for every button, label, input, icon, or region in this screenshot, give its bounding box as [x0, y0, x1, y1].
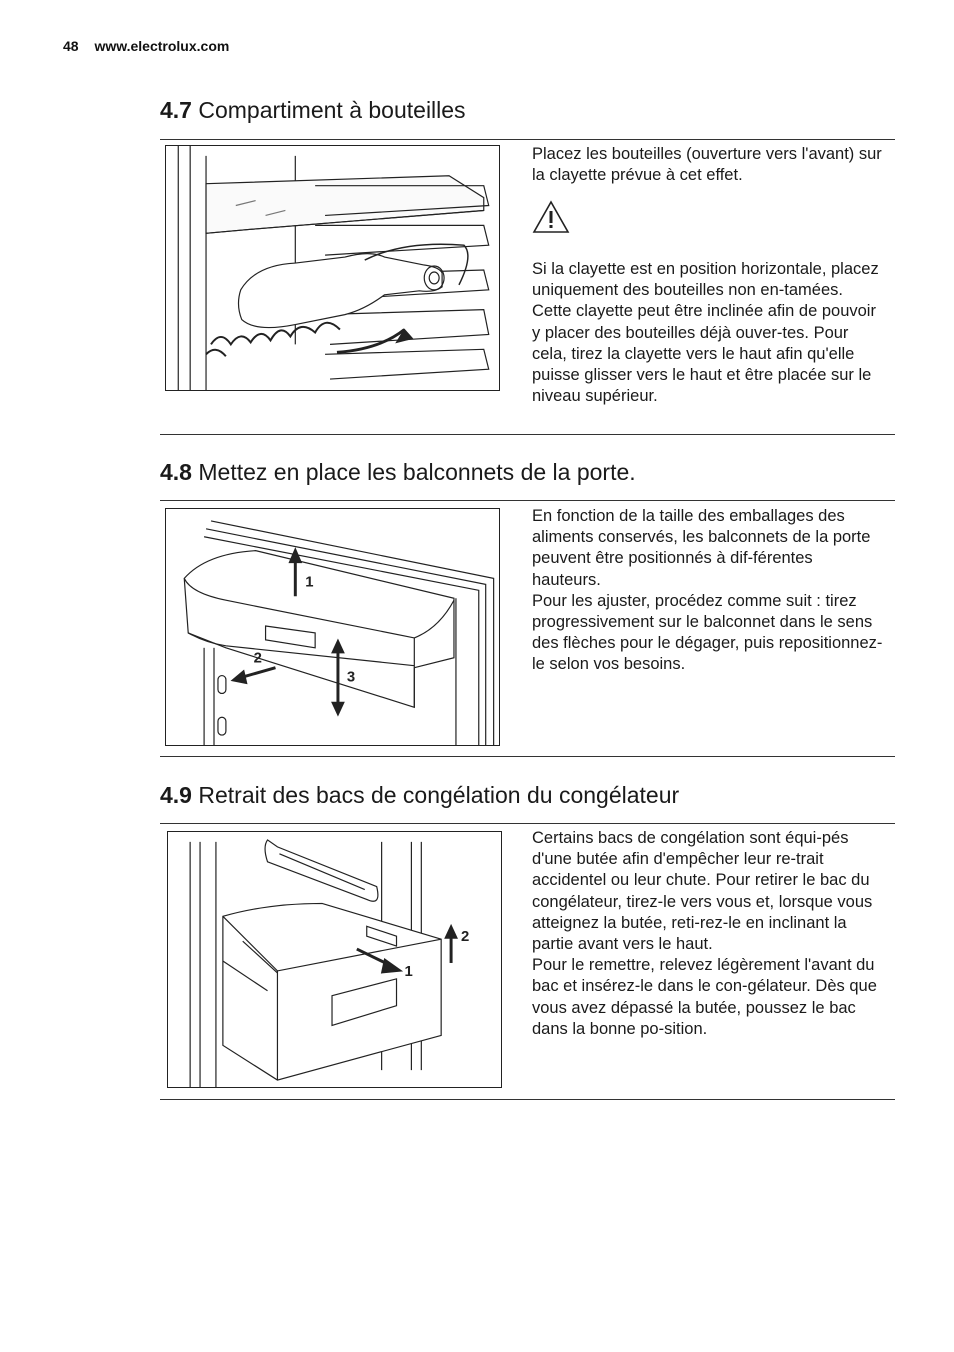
section-divider	[160, 1099, 895, 1100]
section-divider	[160, 434, 895, 435]
section-4-7-body	[532, 259, 884, 407]
section-4-7-intro: Placez les bouteilles (ouverture vers l'avant) sur la clayette prévue à cet effet.	[532, 145, 882, 185]
section-4-8-body	[532, 506, 884, 676]
section-4-9-body	[532, 828, 884, 1040]
figure-label-2: 2	[461, 929, 470, 946]
figure-label-1: 1	[305, 574, 314, 591]
freezer-drawer-illustration	[167, 831, 502, 1088]
section-title-4-7: 4.7 Compartiment à bouteilles	[160, 97, 466, 123]
page-header	[63, 38, 229, 54]
paragraph: Certains bacs de congélation sont équi-pés d'une butée afin d'empêcher leur re-trait accidentel ou leur chute. Pour retirer le bac du congélateur, tirez-le vers vous et, lorsque vous atteignez la butée, reti-rez-le en inclinant la partie avant vers le haut.	[532, 829, 873, 954]
figure-label-1: 1	[404, 963, 413, 980]
section-title-4-8: 4.8 Mettez en place les balconnets de la porte.	[160, 459, 636, 485]
section-divider	[160, 756, 895, 757]
figure-label-3: 3	[346, 669, 356, 686]
door-balcony-illustration	[165, 508, 500, 746]
page-number: 48	[63, 38, 79, 54]
section-title-4-9: 4.9 Retrait des bacs de congélation du congélateur	[160, 782, 680, 808]
paragraph: Cette clayette peut être inclinée afin de pouvoir y placer des bouteilles déjà ouver-tes. Pour cela, tirez la clayette vers le haut afin qu'elle puisse glisser vers le haut et être placée sur le niveau supérieur.	[532, 302, 876, 406]
warning-triangle-icon	[532, 200, 570, 239]
website-url[interactable]: www.electrolux.com	[94, 38, 230, 54]
section-divider	[160, 139, 895, 140]
section-divider	[160, 823, 895, 824]
paragraph: En fonction de la taille des emballages des aliments conservés, les balconnets de la porte peuvent être positionnés à dif-férentes hauteurs.	[532, 507, 871, 589]
paragraph: Pour le remettre, relevez légèrement l'avant du bac et insérez-le dans le con-gélateur. Dès que vous avez dépassé la butée, poussez le bac dans la bonne po-sition.	[532, 956, 877, 1038]
paragraph: Si la clayette est en position horizontale, placez uniquement des bouteilles non en-tamées.	[532, 260, 879, 300]
bottle-rack-illustration	[165, 145, 500, 391]
paragraph: Pour les ajuster, procédez comme suit : tirez progressivement sur le balconnet dans le sens des flèches pour le dégager, puis repositionnez-le selon vos besoins.	[532, 591, 883, 674]
section-divider	[160, 500, 895, 501]
figure-label-2: 2	[253, 650, 262, 667]
